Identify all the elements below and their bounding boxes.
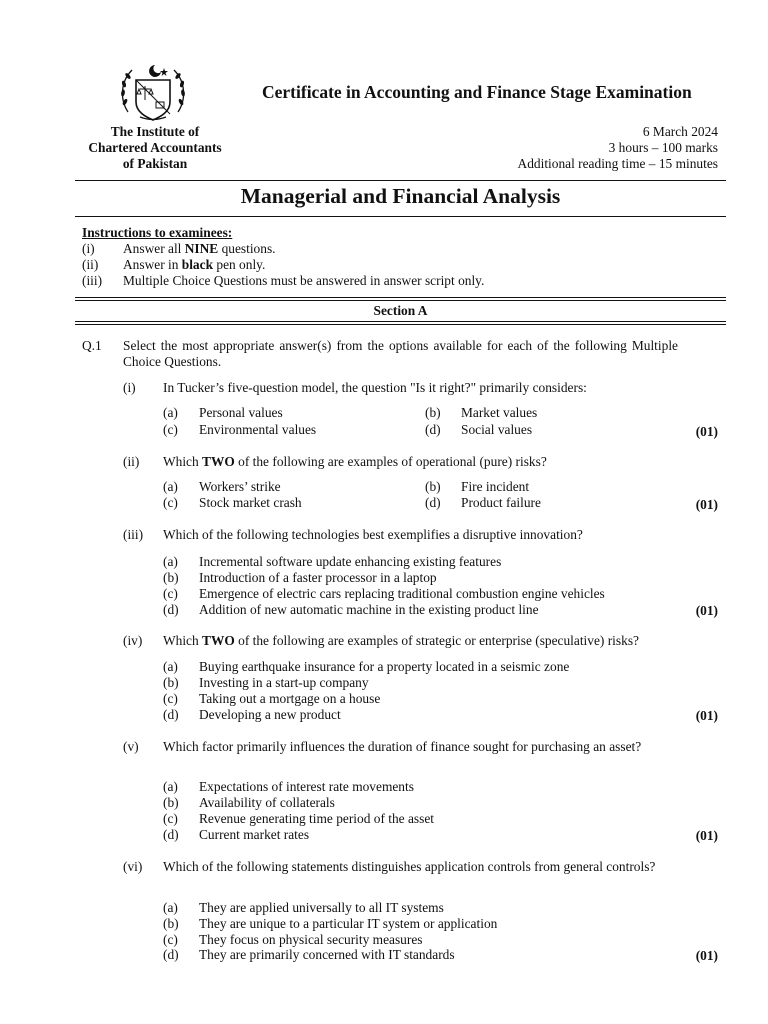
exam-title: Certificate in Accounting and Finance Stage Examination <box>262 82 692 102</box>
instruction-item: (i) Answer all NINE questions. <box>82 241 276 256</box>
instruction-item: (iii) Multiple Choice Questions must be answered in answer script only. <box>82 273 485 288</box>
marks: (01) <box>695 497 718 512</box>
marks: (01) <box>695 424 718 439</box>
question-number: Q.1 <box>82 338 102 353</box>
icap-crest-logo <box>118 62 188 124</box>
question-text: Select the most appropriate answer(s) from the options available for each of the following Multiple Choice Questions. <box>123 338 678 369</box>
marks: (01) <box>695 948 718 963</box>
subject-title: Managerial and Financial Analysis <box>240 184 561 208</box>
section-top-rule-1 <box>75 297 726 298</box>
reading-time: Additional reading time – 15 minutes <box>517 156 718 171</box>
section-bottom-rule-2 <box>75 324 726 325</box>
marks: (01) <box>695 603 718 618</box>
exam-duration: 3 hours – 100 marks <box>608 140 718 155</box>
instruction-item: (ii) Answer in black pen only. <box>82 257 266 272</box>
exam-meta <box>518 124 718 172</box>
exam-date: 6 March 2024 <box>642 124 718 139</box>
marks: (01) <box>695 828 718 843</box>
instructions-heading: Instructions to examinees: <box>82 225 233 240</box>
section-bottom-rule-1 <box>75 321 726 322</box>
marks: (01) <box>695 708 718 723</box>
header-divider <box>75 180 726 181</box>
section-top-rule-2 <box>75 300 726 301</box>
section-title: Section A <box>373 303 428 318</box>
subject-divider <box>75 216 726 217</box>
institute-name: The Institute of Chartered Accountants of Pakistan <box>88 124 222 171</box>
